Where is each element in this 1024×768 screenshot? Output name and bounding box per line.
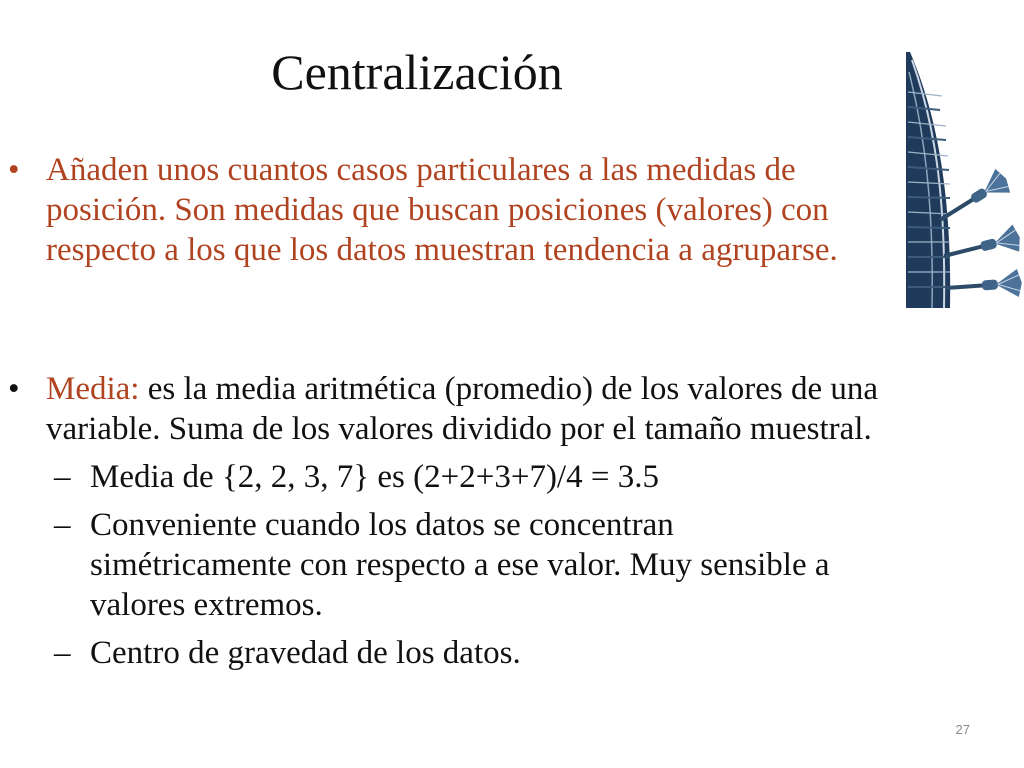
dash: – xyxy=(54,635,71,671)
subitem-3 xyxy=(0,633,850,673)
dart-3 xyxy=(945,269,1023,302)
bullet-1-text: Añaden unos cuantos casos particulares a las medidas de posición. Son medidas que buscan posiciones (valores) con respecto a los que los datos muestran tendencia a agruparse. xyxy=(46,152,838,268)
subitem-1 xyxy=(0,457,850,497)
bullet-2 xyxy=(0,369,880,673)
bullet-dot: • xyxy=(8,152,20,188)
subitem-1-text: Media de {2, 2, 3, 7} es (2+2+3+7)/4 = 3.5 xyxy=(90,459,659,495)
dash: – xyxy=(54,459,71,495)
subitem-3-text: Centro de gravedad de los datos. xyxy=(90,635,521,671)
dash: – xyxy=(54,507,71,543)
dartboard-with-darts-image xyxy=(906,52,1024,308)
dart-2 xyxy=(941,224,1023,270)
bullet-2-row xyxy=(0,369,880,449)
bullet-dot: • xyxy=(8,371,20,407)
bullet-1 xyxy=(0,150,880,270)
subitem-2-text: Conveniente cuando los datos se concentran simétricamente con respecto a ese valor. Muy sensible a valores extremos. xyxy=(90,507,830,623)
slide-title: Centralización xyxy=(271,44,563,100)
subitem-2 xyxy=(0,505,850,625)
page-number: 27 xyxy=(955,722,970,737)
bullet-1-row xyxy=(0,150,880,270)
bullet-2-text: es la media aritmética (promedio) de los valores de una variable. Suma de los valores dividido por el tamaño muestral. xyxy=(46,371,879,447)
bullet-2-term: Media: xyxy=(46,371,140,407)
